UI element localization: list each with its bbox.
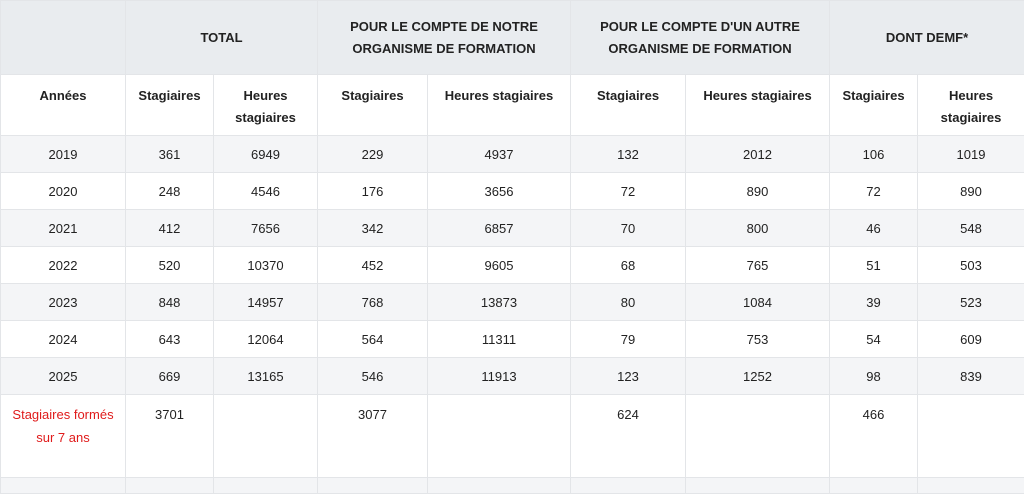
filler-cell [126, 478, 214, 494]
col-header-total-heures: Heures stagiaires [214, 75, 318, 136]
cell-demf-heures: 839 [918, 358, 1024, 395]
cell-other-heures: 2012 [686, 136, 830, 173]
filler-cell [428, 478, 571, 494]
cell-own-heures: 9605 [428, 247, 571, 284]
totals-demf-heures-empty [918, 395, 1024, 478]
col-header-total-stagiaires: Stagiaires [126, 75, 214, 136]
cell-total-heures: 12064 [214, 321, 318, 358]
cell-other-stagiaires: 72 [571, 173, 686, 210]
filler-cell [830, 478, 918, 494]
cell-other-heures: 1252 [686, 358, 830, 395]
cell-year: 2023 [1, 284, 126, 321]
cell-total-heures: 13165 [214, 358, 318, 395]
col-header-own-heures: Heures stagiaires [428, 75, 571, 136]
totals-total-stagiaires: 3701 [126, 395, 214, 478]
cell-total-stagiaires: 669 [126, 358, 214, 395]
cell-total-heures: 10370 [214, 247, 318, 284]
totals-label: Stagiaires formés sur 7 ans [1, 395, 126, 478]
cell-total-heures: 6949 [214, 136, 318, 173]
cell-other-stagiaires: 123 [571, 358, 686, 395]
filler-cell [571, 478, 686, 494]
cell-demf-heures: 523 [918, 284, 1024, 321]
cell-other-heures: 1084 [686, 284, 830, 321]
group-header-own: POUR LE COMPTE DE NOTRE ORGANISME DE FORMATION [318, 1, 571, 75]
cell-own-stagiaires: 342 [318, 210, 428, 247]
cell-own-heures: 11913 [428, 358, 571, 395]
cell-total-heures: 14957 [214, 284, 318, 321]
group-header-empty [1, 1, 126, 75]
totals-row [1, 395, 1024, 478]
cell-demf-heures: 548 [918, 210, 1024, 247]
cell-total-stagiaires: 520 [126, 247, 214, 284]
cell-total-heures: 4546 [214, 173, 318, 210]
cell-own-stagiaires: 452 [318, 247, 428, 284]
cell-demf-heures: 890 [918, 173, 1024, 210]
col-header-demf-stagiaires: Stagiaires [830, 75, 918, 136]
table-row [1, 284, 1024, 321]
cell-total-stagiaires: 848 [126, 284, 214, 321]
cell-demf-stagiaires: 51 [830, 247, 918, 284]
table-row [1, 210, 1024, 247]
cell-own-stagiaires: 768 [318, 284, 428, 321]
cell-demf-stagiaires: 39 [830, 284, 918, 321]
cell-total-stagiaires: 361 [126, 136, 214, 173]
group-header-demf: DONT DEMF* [830, 1, 1024, 75]
cell-other-stagiaires: 132 [571, 136, 686, 173]
cell-own-heures: 13873 [428, 284, 571, 321]
cell-other-heures: 800 [686, 210, 830, 247]
table-row [1, 136, 1024, 173]
totals-demf-stagiaires: 466 [830, 395, 918, 478]
group-header-total: TOTAL [126, 1, 318, 75]
cell-own-heures: 4937 [428, 136, 571, 173]
col-header-demf-heures: Heures stagiaires [918, 75, 1024, 136]
cell-demf-stagiaires: 72 [830, 173, 918, 210]
totals-other-stagiaires: 624 [571, 395, 686, 478]
col-header-years: Années [1, 75, 126, 136]
cell-demf-stagiaires: 54 [830, 321, 918, 358]
cell-other-stagiaires: 70 [571, 210, 686, 247]
cell-year: 2022 [1, 247, 126, 284]
col-header-other-stagiaires: Stagiaires [571, 75, 686, 136]
cell-other-heures: 753 [686, 321, 830, 358]
group-header-row [1, 1, 1024, 75]
filler-row [1, 478, 1024, 494]
cell-total-stagiaires: 248 [126, 173, 214, 210]
cell-own-heures: 11311 [428, 321, 571, 358]
totals-own-stagiaires: 3077 [318, 395, 428, 478]
table-row [1, 173, 1024, 210]
table-row [1, 358, 1024, 395]
cell-other-heures: 765 [686, 247, 830, 284]
cell-own-heures: 3656 [428, 173, 571, 210]
cell-other-stagiaires: 68 [571, 247, 686, 284]
column-header-row [1, 75, 1024, 136]
cell-year: 2025 [1, 358, 126, 395]
cell-other-stagiaires: 80 [571, 284, 686, 321]
cell-other-stagiaires: 79 [571, 321, 686, 358]
group-header-other: POUR LE COMPTE D'UN AUTRE ORGANISME DE FORMATION [571, 1, 830, 75]
cell-year: 2019 [1, 136, 126, 173]
cell-demf-stagiaires: 106 [830, 136, 918, 173]
cell-demf-stagiaires: 46 [830, 210, 918, 247]
table-row [1, 247, 1024, 284]
filler-cell [686, 478, 830, 494]
filler-cell [214, 478, 318, 494]
filler-cell [1, 478, 126, 494]
cell-demf-stagiaires: 98 [830, 358, 918, 395]
cell-own-stagiaires: 546 [318, 358, 428, 395]
cell-year: 2024 [1, 321, 126, 358]
cell-own-stagiaires: 564 [318, 321, 428, 358]
totals-own-heures-empty [428, 395, 571, 478]
cell-year: 2021 [1, 210, 126, 247]
cell-demf-heures: 503 [918, 247, 1024, 284]
cell-demf-heures: 1019 [918, 136, 1024, 173]
cell-demf-heures: 609 [918, 321, 1024, 358]
totals-other-heures-empty [686, 395, 830, 478]
cell-other-heures: 890 [686, 173, 830, 210]
table-row [1, 321, 1024, 358]
filler-cell [918, 478, 1024, 494]
filler-cell [318, 478, 428, 494]
cell-total-stagiaires: 643 [126, 321, 214, 358]
totals-total-heures-empty [214, 395, 318, 478]
cell-total-heures: 7656 [214, 210, 318, 247]
cell-own-heures: 6857 [428, 210, 571, 247]
cell-own-stagiaires: 229 [318, 136, 428, 173]
col-header-other-heures: Heures stagiaires [686, 75, 830, 136]
cell-own-stagiaires: 176 [318, 173, 428, 210]
cell-year: 2020 [1, 173, 126, 210]
col-header-own-stagiaires: Stagiaires [318, 75, 428, 136]
cell-total-stagiaires: 412 [126, 210, 214, 247]
